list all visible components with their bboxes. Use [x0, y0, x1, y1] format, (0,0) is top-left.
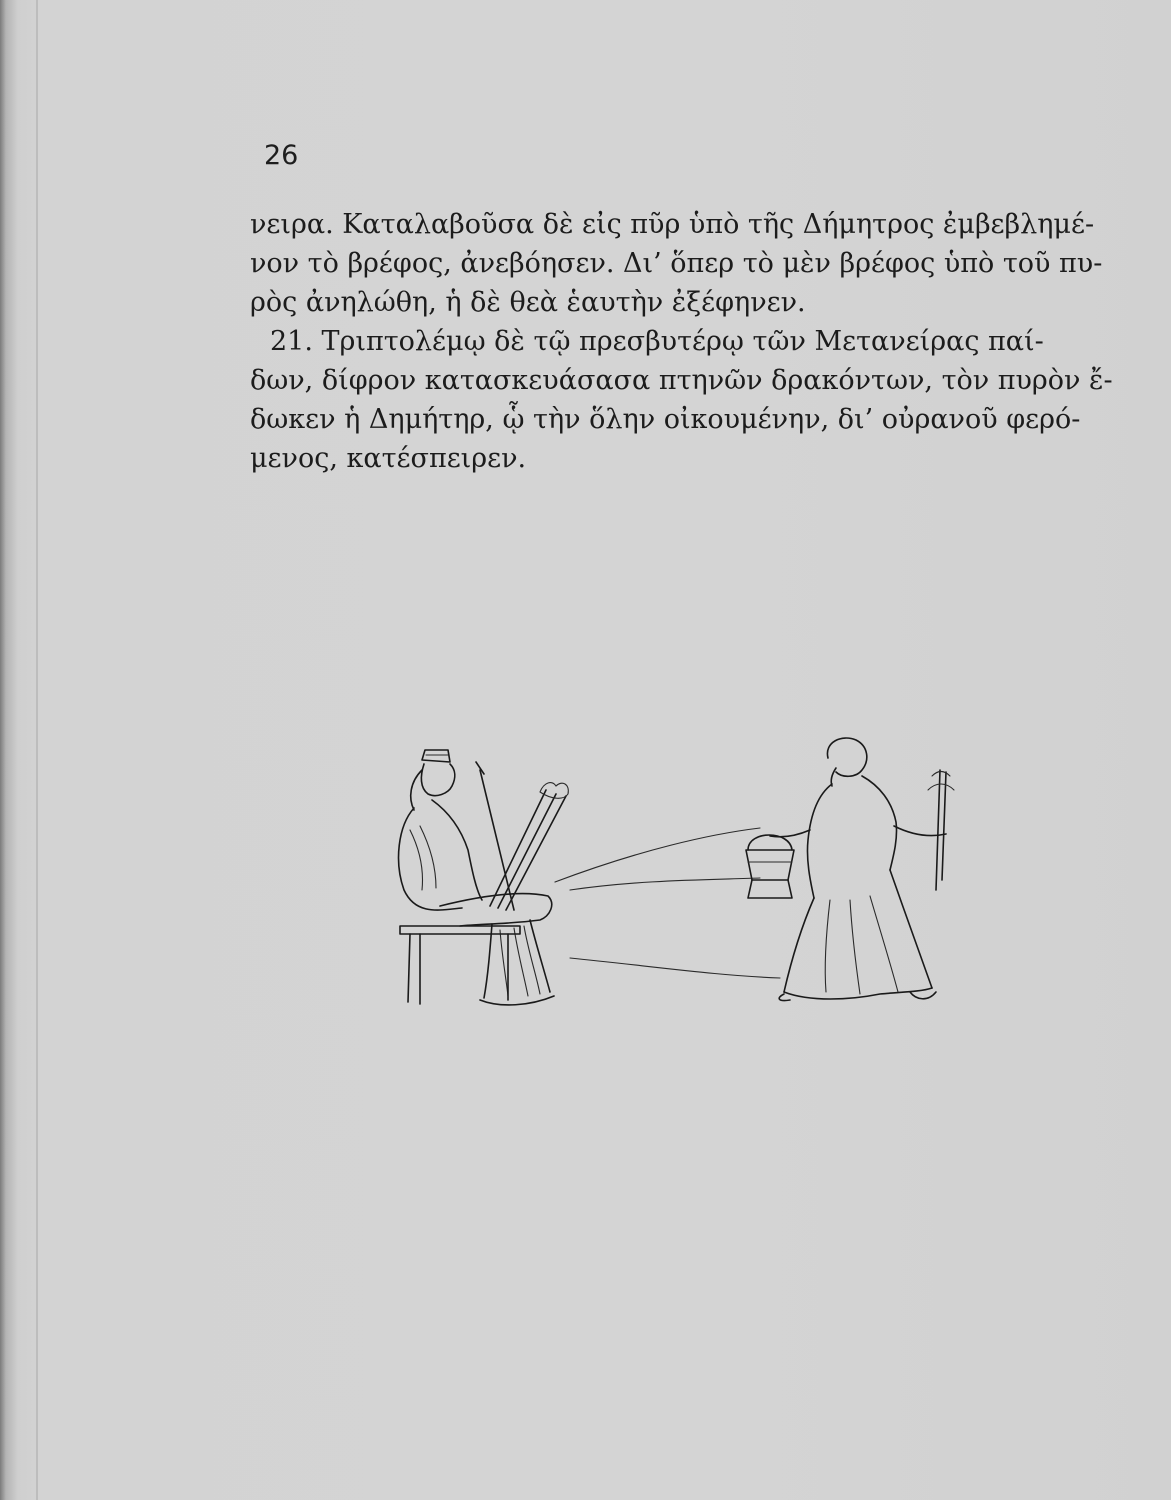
page-edge [36, 0, 38, 1500]
page-number: 26 [264, 140, 299, 171]
text-line: νον τὸ βρέφος, ἀνεβόησεν. Δι’ ὅπερ τὸ μὲν βρέφος ὑπὸ τοῦ πυ- [250, 248, 1103, 279]
text-line: 21. Τριπτολέμῳ δὲ τῷ πρεσβυτέρῳ τῶν Μετανείρας παί- [270, 326, 1044, 357]
standing-figure [746, 738, 954, 1001]
text-line: ρὸς ἀνηλώθη, ἡ δὲ θεὰ ἑαυτὴν ἐξέφηνεν. [250, 287, 806, 318]
text-line: δωκεν ἡ Δημήτηρ, ᾧ τὴν ὅλην οἰκουμένην, δι’ οὐρανοῦ φερό- [250, 404, 1081, 435]
main-text [250, 205, 1150, 478]
text-line: νειρα. Καταλαβοῦσα δὲ εἰς πῦρ ὑπὸ τῆς Δήμητρος ἐμβεβλημέ- [250, 209, 1095, 240]
text-line: δων, δίφρον κατασκευάσασα πτηνῶν δρακόντων, τὸν πυρὸν ἔ- [250, 365, 1113, 396]
seated-figure [399, 750, 569, 1005]
line-drawing-illustration [380, 730, 970, 1030]
text-line: μενος, κατέσπειρεν. [250, 443, 527, 474]
